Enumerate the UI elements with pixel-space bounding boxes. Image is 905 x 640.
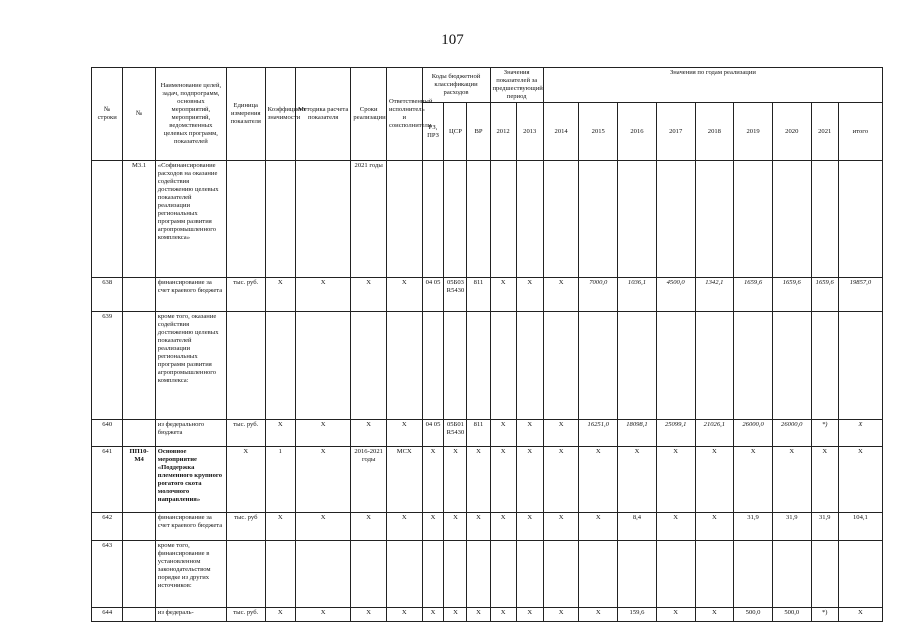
cell-resp: X: [386, 608, 422, 622]
cell-term: X: [351, 513, 387, 541]
cell-v2021: *): [811, 420, 838, 447]
cell-v2017: [656, 541, 695, 608]
cell-v2016: 159,6: [618, 608, 657, 622]
cell-v2016: X: [618, 447, 657, 513]
header-2013: 2013: [516, 103, 543, 161]
header-vr: ВР: [467, 103, 490, 161]
cell-v2019: 500,0: [734, 608, 773, 622]
header-prev-period: Значения показателей за предшествующий период: [490, 68, 543, 103]
cell-v2013: X: [516, 447, 543, 513]
cell-term: X: [351, 278, 387, 312]
cell-v2014: X: [543, 608, 579, 622]
cell-v2013: X: [516, 278, 543, 312]
cell-v2016: [618, 312, 657, 420]
cell-vr: X: [467, 447, 490, 513]
cell-v2018: [695, 312, 734, 420]
cell-total: [838, 541, 882, 608]
cell-coef: 1: [265, 447, 295, 513]
program-table: [91, 67, 883, 622]
cell-no: [123, 312, 155, 420]
cell-v2014: X: [543, 420, 579, 447]
cell-rz: [422, 541, 444, 608]
cell-unit: [226, 541, 265, 608]
cell-rz: [422, 161, 444, 278]
table-row: [92, 541, 883, 608]
cell-term: [351, 312, 387, 420]
cell-v2015: 7000,0: [579, 278, 618, 312]
header-rz: РЗ, ПРЗ: [422, 103, 444, 161]
cell-coef: [265, 541, 295, 608]
cell-v2020: 26000,0: [772, 420, 811, 447]
cell-v2016: 1036,1: [618, 278, 657, 312]
cell-row-no: 643: [92, 541, 123, 608]
cell-resp: [386, 312, 422, 420]
cell-v2019: [734, 312, 773, 420]
cell-v2018: 21026,1: [695, 420, 734, 447]
cell-name: «Софинансирование расходов на оказание содействия достижению целевых показателей реализации региональных программ развития агропромышленного комплекса»: [155, 161, 226, 278]
cell-no: [123, 608, 155, 622]
cell-v2018: X: [695, 513, 734, 541]
cell-no: ПП10-М4: [123, 447, 155, 513]
cell-v2020: 31,9: [772, 513, 811, 541]
header-resp: Ответственный исполнитель и соисполнители: [386, 68, 422, 161]
cell-v2012: [490, 541, 516, 608]
cell-name: из федераль-: [155, 608, 226, 622]
cell-name: из федерального бюджета: [155, 420, 226, 447]
cell-csr: [444, 161, 467, 278]
cell-v2015: 16251,0: [579, 420, 618, 447]
header-term: Сроки реализации: [351, 68, 387, 161]
cell-coef: [265, 161, 295, 278]
table-row: [92, 161, 883, 278]
header-2021: 2021: [811, 103, 838, 161]
cell-v2018: 1342,1: [695, 278, 734, 312]
header-coef: Коэффициент значимости: [265, 68, 295, 161]
cell-v2019: X: [734, 447, 773, 513]
cell-rz: 04 05: [422, 278, 444, 312]
cell-rz: [422, 312, 444, 420]
table-row: [92, 447, 883, 513]
cell-no: [123, 420, 155, 447]
cell-v2021: *): [811, 608, 838, 622]
cell-v2021: 31,9: [811, 513, 838, 541]
cell-v2014: X: [543, 513, 579, 541]
cell-row-no: [92, 161, 123, 278]
cell-coef: X: [265, 420, 295, 447]
cell-no: [123, 278, 155, 312]
cell-coef: X: [265, 513, 295, 541]
header-name: Наименование целей, задач, подпрограмм, основных мероприятий, мероприятий, ведомственных целевых программ, показателей: [155, 68, 226, 161]
cell-v2018: [695, 161, 734, 278]
cell-csr: X: [444, 447, 467, 513]
cell-total: [838, 312, 882, 420]
cell-v2018: X: [695, 608, 734, 622]
cell-term: 2021 годы: [351, 161, 387, 278]
cell-v2016: [618, 541, 657, 608]
cell-v2013: X: [516, 608, 543, 622]
table-row: [92, 513, 883, 541]
cell-v2016: [618, 161, 657, 278]
cell-method: [295, 161, 350, 278]
cell-csr: X: [444, 608, 467, 622]
cell-csr: [444, 312, 467, 420]
cell-term: X: [351, 608, 387, 622]
cell-v2019: [734, 161, 773, 278]
cell-v2013: X: [516, 513, 543, 541]
cell-v2020: [772, 161, 811, 278]
cell-method: X: [295, 447, 350, 513]
cell-v2021: [811, 312, 838, 420]
cell-v2019: 26000,0: [734, 420, 773, 447]
cell-resp: X: [386, 513, 422, 541]
cell-row-no: 638: [92, 278, 123, 312]
cell-v2017: X: [656, 513, 695, 541]
cell-v2019: 1659,6: [734, 278, 773, 312]
cell-unit: тыс. руб.: [226, 420, 265, 447]
header-budget-codes: Коды бюджетной классификации расходов: [422, 68, 490, 103]
header-values-by-year: Значения по годам реализации: [543, 68, 882, 103]
header-2016: 2016: [618, 103, 657, 161]
cell-v2018: X: [695, 447, 734, 513]
cell-unit: тыс. руб.: [226, 278, 265, 312]
cell-row-no: 642: [92, 513, 123, 541]
cell-v2017: X: [656, 447, 695, 513]
cell-v2016: 8,4: [618, 513, 657, 541]
cell-vr: [467, 541, 490, 608]
cell-v2012: [490, 312, 516, 420]
cell-v2012: X: [490, 513, 516, 541]
header-unit: Единица измерения показателя: [226, 68, 265, 161]
header-2017: 2017: [656, 103, 695, 161]
table-row: [92, 278, 883, 312]
cell-vr: X: [467, 608, 490, 622]
cell-vr: [467, 312, 490, 420]
cell-no: [123, 513, 155, 541]
cell-name: кроме того, оказание содействия достижению целевых показателей реализации региональных программ развития агропромышленного комплекса:: [155, 312, 226, 420]
cell-resp: [386, 161, 422, 278]
cell-resp: X: [386, 278, 422, 312]
header-2020: 2020: [772, 103, 811, 161]
cell-v2014: [543, 541, 579, 608]
cell-rz: 04 05: [422, 420, 444, 447]
cell-v2021: 1659,6: [811, 278, 838, 312]
cell-row-no: 640: [92, 420, 123, 447]
cell-v2012: X: [490, 447, 516, 513]
header-total: итого: [838, 103, 882, 161]
table-row: [92, 608, 883, 622]
table-body: [92, 161, 883, 622]
cell-name: финансирование за счет краевого бюджета: [155, 513, 226, 541]
cell-v2018: [695, 541, 734, 608]
cell-unit: [226, 161, 265, 278]
cell-csr: 05Б03 R5430: [444, 278, 467, 312]
header-no: №: [123, 68, 155, 161]
cell-term: 2016-2021 годы: [351, 447, 387, 513]
cell-v2016: 18098,1: [618, 420, 657, 447]
cell-v2021: [811, 541, 838, 608]
cell-total: X: [838, 420, 882, 447]
cell-rz: X: [422, 513, 444, 541]
page-number: 107: [441, 32, 464, 48]
cell-coef: [265, 312, 295, 420]
cell-csr: [444, 541, 467, 608]
cell-name: кроме того, финансирование в установленном законодательством порядке из других источников:: [155, 541, 226, 608]
cell-method: X: [295, 278, 350, 312]
cell-method: [295, 312, 350, 420]
cell-v2017: [656, 312, 695, 420]
cell-v2014: [543, 312, 579, 420]
cell-csr: X: [444, 513, 467, 541]
cell-rz: X: [422, 447, 444, 513]
header-2019: 2019: [734, 103, 773, 161]
cell-term: [351, 541, 387, 608]
cell-name: финансирование за счет краевого бюджета: [155, 278, 226, 312]
cell-resp: X: [386, 420, 422, 447]
header-2015: 2015: [579, 103, 618, 161]
cell-v2015: [579, 161, 618, 278]
cell-v2015: [579, 312, 618, 420]
cell-v2020: X: [772, 447, 811, 513]
cell-v2013: [516, 541, 543, 608]
cell-v2014: X: [543, 447, 579, 513]
cell-total: X: [838, 447, 882, 513]
cell-v2012: X: [490, 420, 516, 447]
cell-vr: X: [467, 513, 490, 541]
cell-v2021: [811, 161, 838, 278]
cell-resp: МСХ: [386, 447, 422, 513]
table-row: [92, 312, 883, 420]
cell-v2012: X: [490, 608, 516, 622]
cell-v2017: [656, 161, 695, 278]
cell-method: X: [295, 513, 350, 541]
cell-unit: X: [226, 447, 265, 513]
cell-no: М3.1: [123, 161, 155, 278]
header-row-no: № строки: [92, 68, 123, 161]
cell-term: X: [351, 420, 387, 447]
cell-v2013: [516, 312, 543, 420]
cell-v2017: 25099,1: [656, 420, 695, 447]
cell-coef: X: [265, 278, 295, 312]
header-2018: 2018: [695, 103, 734, 161]
cell-total: 104,1: [838, 513, 882, 541]
header-2012: 2012: [490, 103, 516, 161]
cell-v2015: X: [579, 447, 618, 513]
cell-v2013: [516, 161, 543, 278]
cell-name: Основное мероприятие «Поддержка племенного крупного рогатого скота молочного направления»: [155, 447, 226, 513]
header-method: Методика расчета показателя: [295, 68, 350, 161]
cell-row-no: 644: [92, 608, 123, 622]
cell-v2012: [490, 161, 516, 278]
cell-vr: 811: [467, 278, 490, 312]
cell-v2021: X: [811, 447, 838, 513]
cell-unit: тыс. руб.: [226, 608, 265, 622]
header-2014: 2014: [543, 103, 579, 161]
cell-unit: тыс. руб: [226, 513, 265, 541]
cell-total: X: [838, 608, 882, 622]
cell-vr: [467, 161, 490, 278]
cell-no: [123, 541, 155, 608]
cell-v2014: X: [543, 278, 579, 312]
cell-row-no: 641: [92, 447, 123, 513]
cell-total: [838, 161, 882, 278]
cell-v2017: 4500,0: [656, 278, 695, 312]
cell-method: [295, 541, 350, 608]
cell-row-no: 639: [92, 312, 123, 420]
cell-v2019: [734, 541, 773, 608]
cell-v2020: 1659,6: [772, 278, 811, 312]
cell-v2017: X: [656, 608, 695, 622]
cell-v2013: X: [516, 420, 543, 447]
cell-rz: X: [422, 608, 444, 622]
cell-v2015: X: [579, 513, 618, 541]
cell-v2014: [543, 161, 579, 278]
cell-v2012: X: [490, 278, 516, 312]
cell-csr: 05Б01 R5430: [444, 420, 467, 447]
cell-v2015: X: [579, 608, 618, 622]
cell-v2015: [579, 541, 618, 608]
cell-v2020: 500,0: [772, 608, 811, 622]
cell-resp: [386, 541, 422, 608]
cell-method: X: [295, 420, 350, 447]
table-row: [92, 420, 883, 447]
cell-method: X: [295, 608, 350, 622]
cell-coef: X: [265, 608, 295, 622]
cell-v2019: 31,9: [734, 513, 773, 541]
cell-total: 19857,0: [838, 278, 882, 312]
cell-unit: [226, 312, 265, 420]
cell-v2020: [772, 312, 811, 420]
header-csr: ЦСР: [444, 103, 467, 161]
cell-vr: 811: [467, 420, 490, 447]
cell-v2020: [772, 541, 811, 608]
